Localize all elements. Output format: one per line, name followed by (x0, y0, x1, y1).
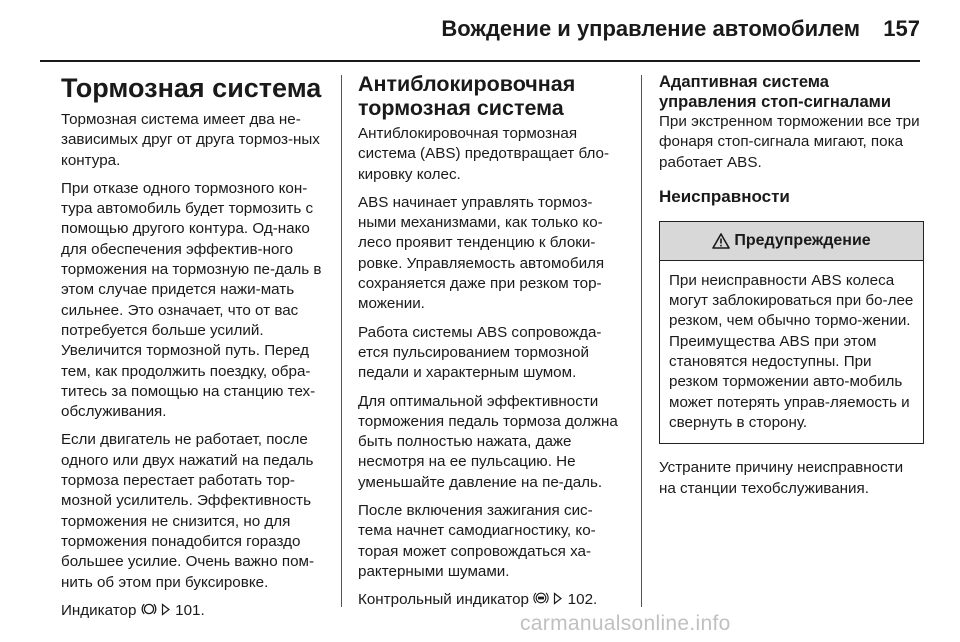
indicator-page-ref: 102. (567, 591, 598, 609)
indicator-page-ref: 101. (175, 601, 205, 619)
warning-text: При неисправности ABS колеса могут заблокироваться при бо-лее резком, чем обычно тормо-жении. Преимущества ABS при этом становятся недоступны. При резком торможении авто-мобиль может потерять управ-ляемость и свернуть в сторону. (669, 271, 914, 431)
indicator-label: Контрольный индикатор (358, 591, 529, 609)
brake-system-heading: Тормозная система (61, 73, 322, 103)
watermark: carmanualsonline.info (520, 612, 731, 635)
indicator-reference (358, 590, 623, 610)
paragraph: Для оптимальной эффективности торможения педаль тормоза должна быть полностью нажата, даже несмотря на ее пульсацию. Не уменьшайте давление на пе-даль. (358, 392, 618, 491)
warning-title: Предупреждение (734, 231, 871, 249)
brake-warning-icon (141, 601, 157, 617)
column-divider (641, 75, 642, 607)
abs-indicator-icon (533, 590, 549, 606)
paragraph: После включения зажигания сис-тема начнет самодиагностику, ко-торая может сопровождаться ха-рактерными шумами. (358, 502, 596, 580)
warning-triangle-icon (712, 233, 730, 249)
paragraph: Тормозная система имеет два не-зависимых друг от друга тормоз-ных контура. (61, 111, 320, 169)
section-title: Вождение и управление автомобилем (441, 16, 860, 41)
paragraph: Антиблокировочная тормозная система (ABS) предотвращает бло-кировку колес. (358, 125, 610, 183)
paragraph: ABS начинает управлять тормоз-ными механизмами, как только ко-лесо проявит тенденцию к блоки-ровке. Управляемость автомобиля сохраняется даже при резком тор-можении. (358, 193, 605, 313)
paragraph: Если двигатель не работает, после одного или двух нажатий на педаль тормоза перестает работать тор-мозной усилитель. Эффективность торможения не снизится, но для торможения понадобится гораздо большее усилие. Очень важно пом-нить об этом при буксировке. (61, 431, 315, 591)
malfunctions-heading: Неисправности (659, 186, 790, 206)
paragraph: Работа системы ABS сопровожда-ется пульсированием тормозной педали и характерным шумом. (358, 323, 602, 382)
adaptive-brake-lights-heading: Адаптивная система управления стоп-сигналами (659, 73, 892, 111)
column-adaptive-brake-lights (659, 72, 924, 507)
indicator-reference (61, 601, 326, 621)
page-reference-arrow-icon (161, 603, 171, 616)
column-divider (341, 75, 342, 607)
indicator-label: Индикатор (61, 601, 137, 619)
warning-header (660, 222, 923, 261)
header-divider (40, 60, 920, 62)
paragraph: При отказе одного тормозного кон-тура автомобиль будет тормозить с помощью другого контура. Од-нако для обеспечения эффектив-ного торможения на тормозную пе-даль в этом случае придется нажи-мать сильнее. Это означает, что от вас потребуется больше усилий. Увеличится тормозной путь. Перед тем, как продолжить поездку, обра-титесь за помощью на станцию тех-обслуживания. (61, 179, 322, 421)
warning-box (659, 221, 924, 444)
column-brake-system (61, 72, 326, 629)
abs-heading: Антиблокировочная тормозная система (358, 72, 576, 120)
column-abs (358, 72, 623, 619)
paragraph: Устраните причину неисправности на станции техобслуживания. (659, 459, 904, 497)
paragraph: При экстренном торможении все три фонаря стоп-сигнала мигают, пока работает ABS. (659, 113, 920, 171)
page-number: 157 (883, 16, 920, 41)
page-reference-arrow-icon (553, 592, 563, 605)
page-header (0, 0, 960, 62)
